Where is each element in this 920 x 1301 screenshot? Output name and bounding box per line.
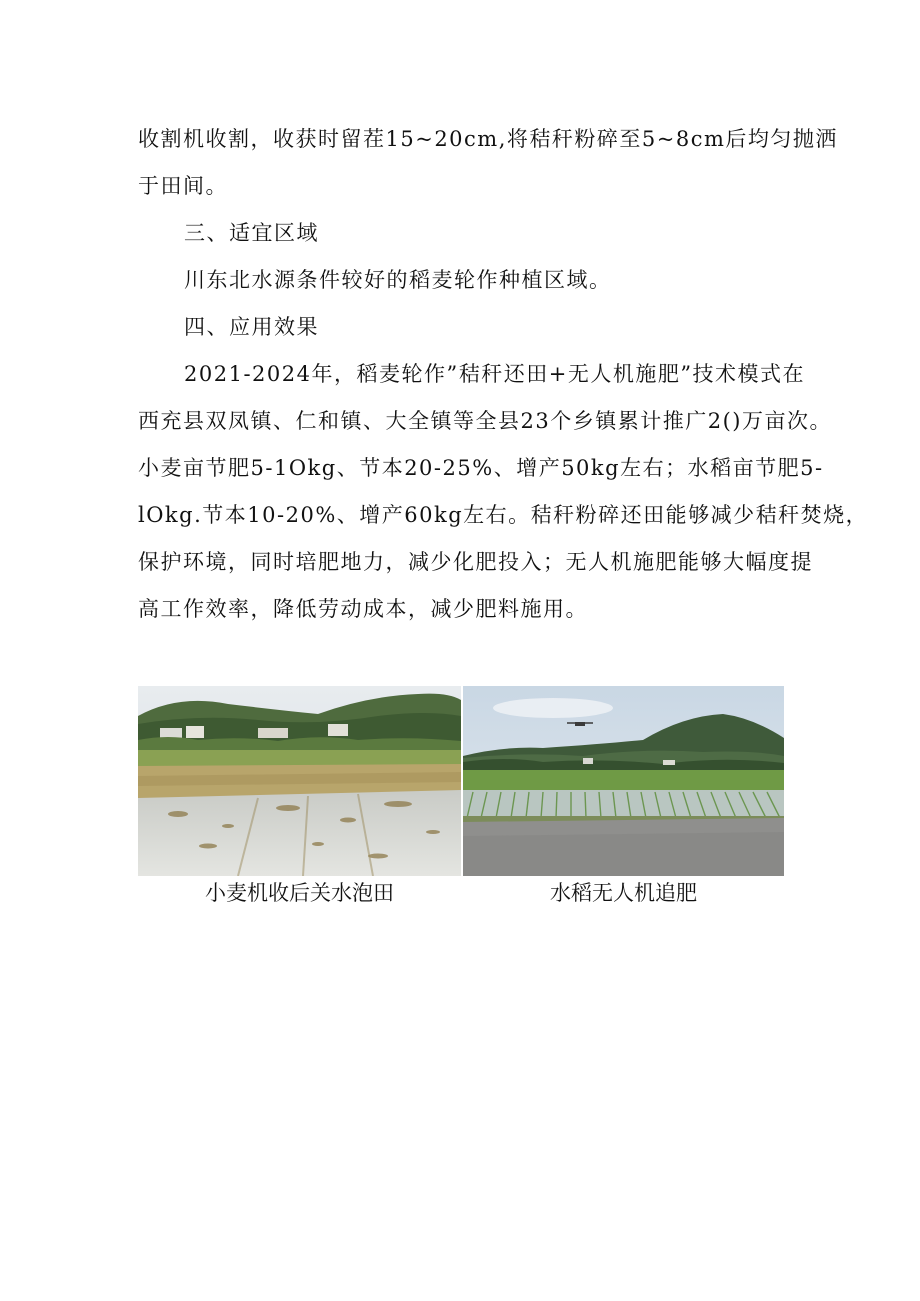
text-line: 西充县双凤镇、仁和镇、大全镇等全县23个乡镇累计推广2()万亩次。: [138, 409, 832, 433]
figure-row: [138, 686, 784, 878]
paragraph-region: [138, 257, 788, 304]
section-heading-region: [138, 210, 788, 257]
text-line: 小麦亩节肥5-1Okg、节本20-25%、增产50kg左右；水稻亩节肥5-: [138, 456, 824, 480]
heading-text: 三、适宜区域: [184, 221, 319, 245]
figure-caption: 水稻无人机追肥: [550, 881, 697, 905]
photo-rice-drone-fertilizing: [463, 686, 784, 876]
figure-caption: 小麦机收后关水泡田: [205, 881, 394, 905]
section-heading-effect: [138, 304, 788, 351]
text-line: 2021-2024年，稻麦轮作”秸秆还田+无人机施肥”技术模式在: [184, 362, 806, 386]
text-line: 川东北水源条件较好的稻麦轮作种植区域。: [184, 268, 612, 292]
text-line: 保护环境，同时培肥地力，减少化肥投入；无人机施肥能够大幅度提: [138, 550, 813, 574]
text-line: 收割机收割，收获时留茬15~20cm,将秸秆粉碎至5~8cm后均匀抛洒: [138, 127, 838, 151]
photo-wheat-field-flooded: [138, 686, 461, 876]
heading-text: 四、应用效果: [184, 315, 319, 339]
paragraph-effect: [138, 351, 869, 633]
text-line: lOkg.节本10-20%、增产60kg左右。秸秆粉碎还田能够减少秸秆焚烧，: [138, 503, 869, 527]
text-line: 高工作效率，降低劳动成本，减少肥料施用。: [138, 597, 588, 621]
text-line: 于田间。: [138, 174, 228, 198]
paragraph-harvest: [138, 116, 838, 210]
